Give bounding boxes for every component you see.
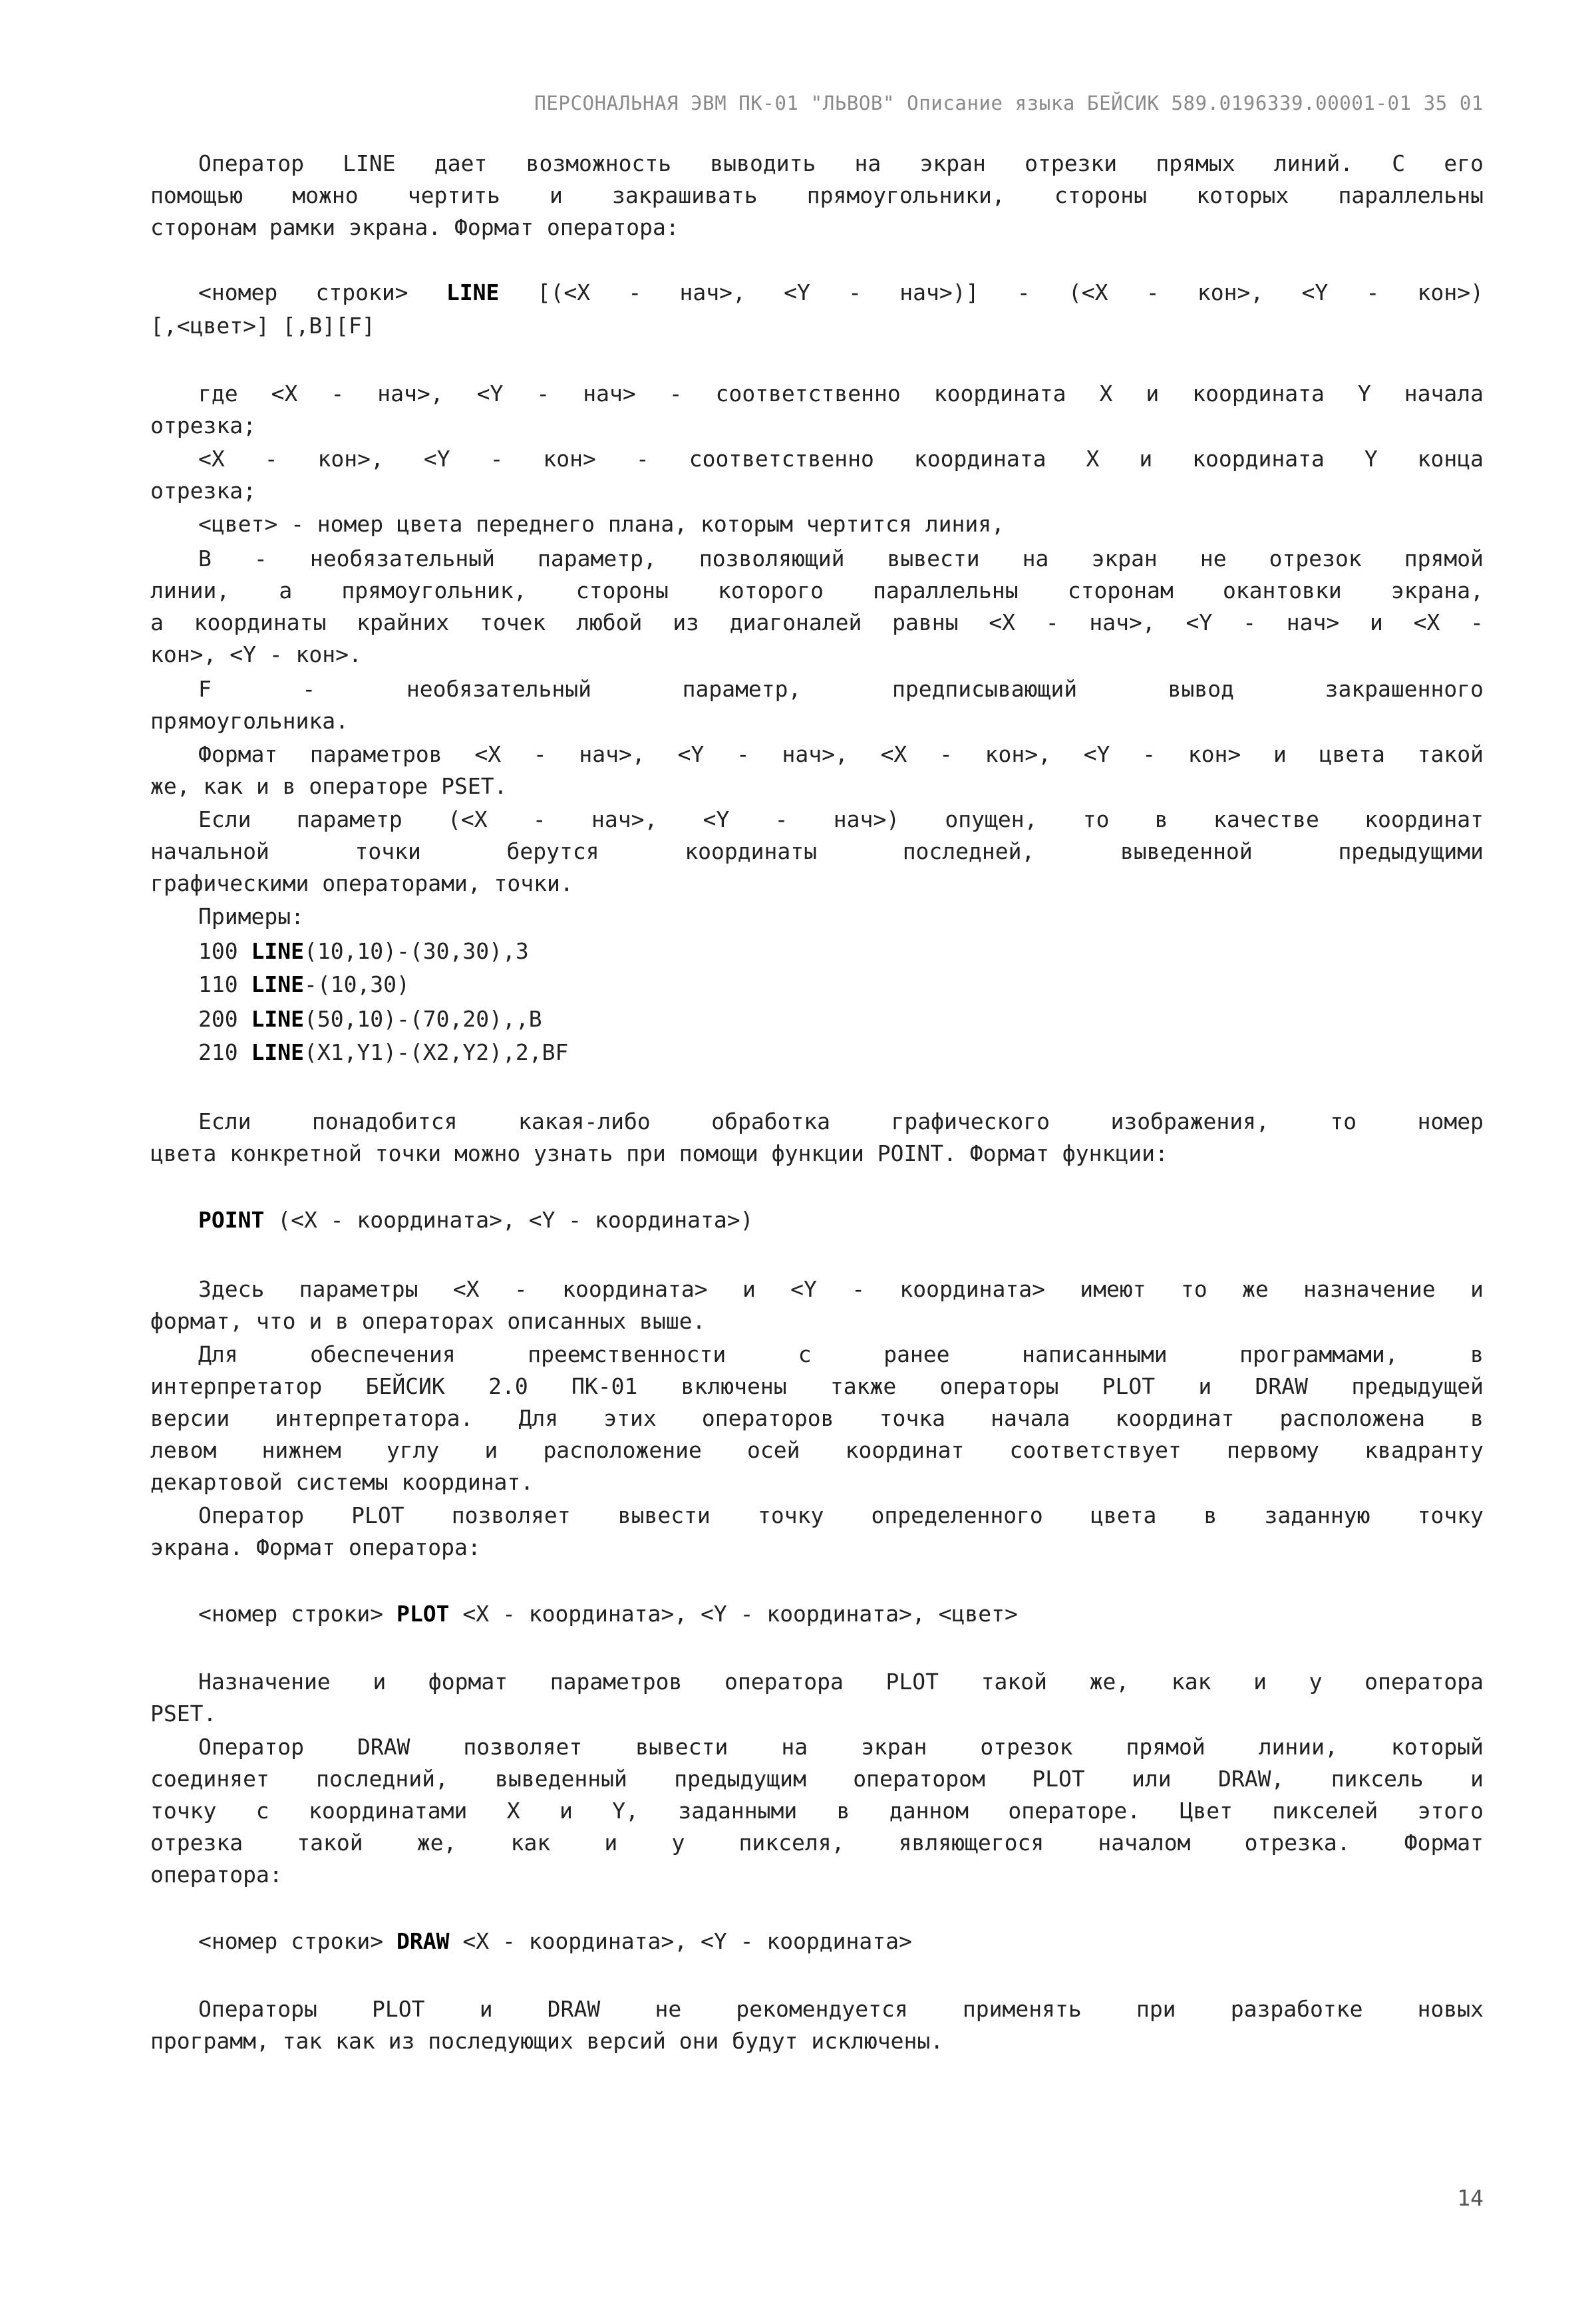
paragraph-line: Оператор LINE дает возможность выводить на экран отрезки прямых линий. С его bbox=[198, 150, 1484, 176]
example-keyword: LINE bbox=[251, 1006, 304, 1032]
example-args: -(10,30) bbox=[303, 971, 410, 997]
paragraph-line: линии, а прямоугольник, стороны которого параллельны сторонам окантовки экрана, bbox=[150, 578, 1484, 603]
paragraph-line: экрана. Формат оператора: bbox=[150, 1534, 481, 1560]
paragraph-line: Формат параметров <X - нач>, <Y - нач>, <X - кон>, <Y - кон> и цвета такой bbox=[198, 741, 1484, 767]
page-header: ПЕРСОНАЛЬНАЯ ЭВМ ПК-01 "ЛЬВОВ" Описание языка БЕЙСИК 589.0196339.00001-01 35 01 bbox=[534, 92, 1484, 114]
paragraph-line: Здесь параметры <X - координата> и <Y - координата> имеют то же назначение и bbox=[198, 1276, 1484, 1302]
line-format-prefix: <номер строки> bbox=[198, 279, 446, 305]
line-format bbox=[150, 277, 1484, 309]
plot-format-prefix: <номер строки> bbox=[198, 1601, 397, 1627]
page-number: 14 bbox=[1457, 2185, 1484, 2211]
paragraph-line: Операторы PLOT и DRAW не рекомендуется применять при разработке новых bbox=[198, 1996, 1484, 2022]
paragraph-line: отрезка; bbox=[150, 413, 256, 438]
paragraph-line: точку с координатами X и Y, заданными в данном операторе. Цвет пикселей этого bbox=[150, 1798, 1484, 1824]
paragraph-line: Оператор DRAW позволяет вывести на экран отрезок прямой линии, который bbox=[198, 1734, 1484, 1760]
draw-format-args: <X - координата>, <Y - координата> bbox=[449, 1928, 912, 1954]
example-keyword: LINE bbox=[251, 971, 304, 997]
paragraph-line: декартовой системы координат. bbox=[150, 1469, 534, 1495]
paragraph-line: кон>, <Y - кон>. bbox=[150, 641, 362, 667]
paragraph-line: сторонам рамки экрана. Формат оператора: bbox=[150, 214, 679, 240]
paragraph-line: Назначение и формат параметров оператора PLOT такой же, как и у оператора bbox=[198, 1669, 1484, 1695]
paragraph-line: PSET. bbox=[150, 1701, 217, 1727]
point-keyword: POINT bbox=[198, 1207, 265, 1233]
paragraph-line: оператора: bbox=[150, 1862, 283, 1888]
paragraph-line: же, как и в операторе PSET. bbox=[150, 773, 508, 799]
example-line bbox=[150, 1003, 1484, 1035]
example-number: 110 bbox=[198, 971, 251, 997]
paragraph-line: а координаты крайних точек любой из диагоналей равны <X - нач>, <Y - нач> и <X - bbox=[150, 609, 1484, 635]
paragraph-line: левом нижнем углу и расположение осей координат соответствует первому квадранту bbox=[150, 1437, 1484, 1463]
paragraph-line: <цвет> - номер цвета переднего плана, которым чертится линия, bbox=[198, 511, 1005, 537]
example-keyword: LINE bbox=[251, 1039, 304, 1065]
paragraph-line: прямоугольника. bbox=[150, 708, 349, 734]
draw-format bbox=[150, 1925, 1484, 1957]
example-line bbox=[150, 935, 1484, 967]
example-args: (50,10)-(70,20),,B bbox=[303, 1006, 542, 1032]
paragraph-line: версии интерпретатора. Для этих операторов точка начала координат расположена в bbox=[150, 1405, 1484, 1431]
draw-keyword: DRAW bbox=[397, 1928, 450, 1954]
paragraph-line: графическими операторами, точки. bbox=[150, 870, 573, 896]
paragraph-line: Оператор PLOT позволяет вывести точку определенного цвета в заданную точку bbox=[198, 1502, 1484, 1528]
example-line bbox=[150, 1037, 1484, 1069]
paragraph-line: формат, что и в операторах описанных выше. bbox=[150, 1308, 706, 1334]
line-keyword: LINE bbox=[446, 279, 500, 305]
paragraph-line: <X - кон>, <Y - кон> - соответственно координата X и координата Y конца bbox=[198, 446, 1484, 472]
plot-format-args: <X - координата>, <Y - координата>, <цвет> bbox=[449, 1601, 1018, 1627]
paragraph-line: программ, так как из последующих версий они будут исключены. bbox=[150, 2028, 944, 2054]
paragraph-line: где <X - нач>, <Y - нач> - соответственно координата X и координата Y начала bbox=[198, 381, 1484, 407]
paragraph-line: соединяет последний, выведенный предыдущим оператором PLOT или DRAW, пиксель и bbox=[150, 1766, 1484, 1792]
paragraph-line: интерпретатор БЕЙСИК 2.0 ПК-01 включены также операторы PLOT и DRAW предыдущей bbox=[150, 1373, 1484, 1399]
paragraph-line: F - необязательный параметр, предписывающий вывод закрашенного bbox=[198, 676, 1484, 702]
paragraph-line: отрезка; bbox=[150, 478, 256, 504]
examples-heading: Примеры: bbox=[198, 904, 304, 929]
point-format bbox=[150, 1204, 1484, 1236]
draw-format-prefix: <номер строки> bbox=[198, 1928, 397, 1954]
plot-keyword: PLOT bbox=[397, 1601, 450, 1627]
document-page bbox=[150, 0, 1484, 2324]
paragraph-line: Для обеспечения преемственности с ранее написанными программами, в bbox=[198, 1341, 1484, 1367]
paragraph-line: цвета конкретной точки можно узнать при помощи функции POINT. Формат функции: bbox=[150, 1140, 1168, 1166]
paragraph-line: Если параметр (<X - нач>, <Y - нач>) опущен, то в качестве координат bbox=[198, 806, 1484, 832]
example-number: 100 bbox=[198, 938, 251, 964]
plot-format bbox=[150, 1598, 1484, 1630]
example-number: 200 bbox=[198, 1006, 251, 1032]
paragraph-line: отрезка такой же, как и у пикселя, являющегося началом отрезка. Формат bbox=[150, 1830, 1484, 1856]
example-keyword: LINE bbox=[251, 938, 304, 964]
point-format-args: (<X - координата>, <Y - координата>) bbox=[264, 1207, 754, 1233]
paragraph-line: начальной точки берутся координаты последней, выведенной предыдущими bbox=[150, 838, 1484, 864]
example-args: (10,10)-(30,30),3 bbox=[303, 938, 529, 964]
paragraph-line: помощью можно чертить и закрашивать прямоугольники, стороны которых параллельны bbox=[150, 182, 1484, 208]
example-args: (X1,Y1)-(X2,Y2),2,BF bbox=[303, 1039, 569, 1065]
paragraph-line: Если понадобится какая-либо обработка графического изображения, то номер bbox=[198, 1108, 1484, 1134]
example-number: 210 bbox=[198, 1039, 251, 1065]
line-format-cont: [,<цвет>] [,B][F] bbox=[150, 313, 375, 339]
paragraph-line: B - необязательный параметр, позволяющий вывести на экран не отрезок прямой bbox=[198, 546, 1484, 572]
line-format-suffix: [(<X - нач>, <Y - нач>)] - (<X - кон>, <Y - кон>) bbox=[499, 279, 1484, 305]
example-line bbox=[150, 969, 1484, 1001]
